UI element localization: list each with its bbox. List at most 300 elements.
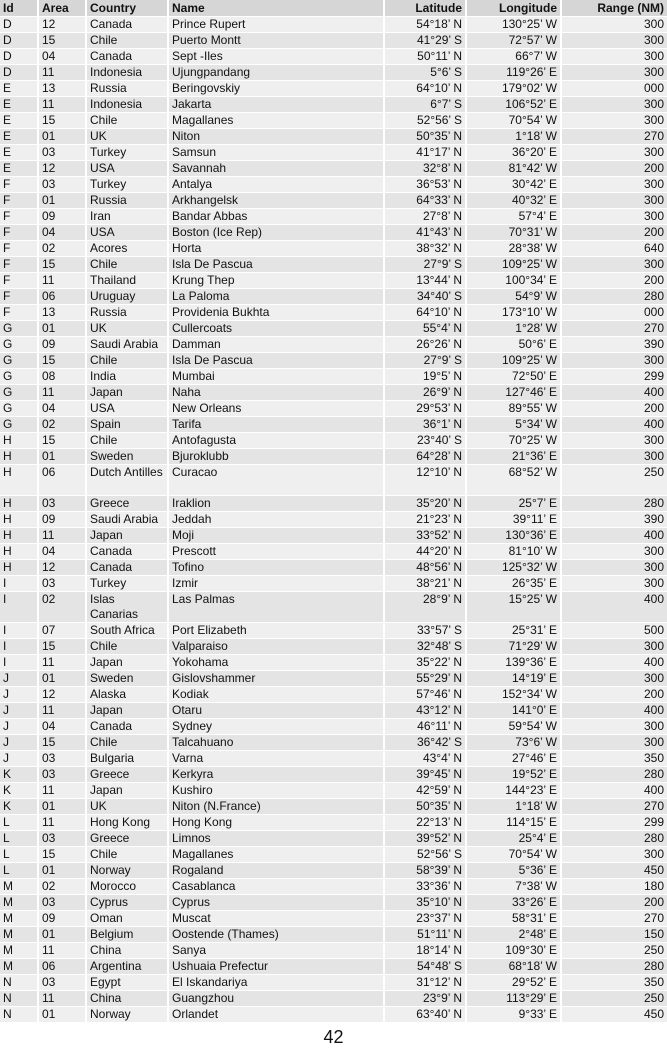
cell-latitude: 22°13’ N xyxy=(384,815,466,831)
cell-name: Tofino xyxy=(168,560,384,576)
cell-name: Savannah xyxy=(168,161,384,177)
table-row xyxy=(0,863,667,879)
cell-country: Egypt xyxy=(86,975,168,991)
cell-name: Limnos xyxy=(168,831,384,847)
cell-longitude: 73°6’ W xyxy=(466,735,561,751)
cell-latitude: 23°9’ N xyxy=(384,991,466,1007)
cell-id: G xyxy=(0,369,38,385)
cell-id: F xyxy=(0,241,38,257)
cell-latitude: 41°17’ N xyxy=(384,145,466,161)
header-country: Country xyxy=(86,0,168,17)
cell-latitude: 23°40’ S xyxy=(384,433,466,449)
table-row xyxy=(0,1007,667,1023)
cell-id: D xyxy=(0,17,38,33)
cell-id: H xyxy=(0,465,38,496)
cell-longitude: 1°18’ W xyxy=(466,799,561,815)
cell-range: 300 xyxy=(561,193,667,209)
cell-latitude: 64°10’ N xyxy=(384,305,466,321)
cell-id: M xyxy=(0,895,38,911)
cell-latitude: 44°20’ N xyxy=(384,544,466,560)
cell-range: 300 xyxy=(561,576,667,592)
cell-name: Bjuroklubb xyxy=(168,449,384,465)
cell-name: Providenia Bukhta xyxy=(168,305,384,321)
cell-area: 11 xyxy=(38,991,86,1007)
cell-id: D xyxy=(0,49,38,65)
table-row xyxy=(0,767,667,783)
cell-id: N xyxy=(0,975,38,991)
cell-area: 03 xyxy=(38,496,86,512)
cell-range: 299 xyxy=(561,369,667,385)
cell-longitude: 141°0’ E xyxy=(466,703,561,719)
table-row xyxy=(0,991,667,1007)
cell-latitude: 57°46’ N xyxy=(384,687,466,703)
table-row xyxy=(0,847,667,863)
cell-id: F xyxy=(0,177,38,193)
cell-longitude: 81°10’ W xyxy=(466,544,561,560)
cell-latitude: 51°11’ N xyxy=(384,927,466,943)
table-row xyxy=(0,337,667,353)
cell-latitude: 46°11’ N xyxy=(384,719,466,735)
cell-area: 15 xyxy=(38,639,86,655)
table-row xyxy=(0,815,667,831)
cell-country: Saudi Arabia xyxy=(86,512,168,528)
cell-id: I xyxy=(0,592,38,623)
cell-area: 06 xyxy=(38,465,86,496)
cell-longitude: 25°7’ E xyxy=(466,496,561,512)
table-row xyxy=(0,49,667,65)
cell-range: 300 xyxy=(561,145,667,161)
cell-id: M xyxy=(0,911,38,927)
cell-name: Boston (Ice Rep) xyxy=(168,225,384,241)
cell-latitude: 43°12’ N xyxy=(384,703,466,719)
table-row xyxy=(0,209,667,225)
cell-range: 390 xyxy=(561,337,667,353)
cell-longitude: 106°52’ E xyxy=(466,97,561,113)
cell-longitude: 30°42’ E xyxy=(466,177,561,193)
table-row xyxy=(0,671,667,687)
cell-name: Niton (N.France) xyxy=(168,799,384,815)
cell-country: UK xyxy=(86,799,168,815)
cell-latitude: 29°53’ N xyxy=(384,401,466,417)
cell-country: China xyxy=(86,943,168,959)
cell-range: 280 xyxy=(561,959,667,975)
cell-id: H xyxy=(0,528,38,544)
cell-name: Sept -Iles xyxy=(168,49,384,65)
cell-latitude: 36°53’ N xyxy=(384,177,466,193)
cell-id: G xyxy=(0,417,38,433)
cell-area: 11 xyxy=(38,385,86,401)
cell-area: 15 xyxy=(38,353,86,369)
cell-longitude: 66°7’ W xyxy=(466,49,561,65)
cell-latitude: 52°56’ S xyxy=(384,113,466,129)
table-row xyxy=(0,512,667,528)
cell-country: Sweden xyxy=(86,449,168,465)
cell-name: Kushiro xyxy=(168,783,384,799)
cell-name: Casablanca xyxy=(168,879,384,895)
table-body xyxy=(0,17,667,1023)
cell-longitude: 36°20’ E xyxy=(466,145,561,161)
cell-name: Damman xyxy=(168,337,384,353)
cell-area: 09 xyxy=(38,911,86,927)
cell-area: 08 xyxy=(38,369,86,385)
table-row xyxy=(0,911,667,927)
cell-country: Chile xyxy=(86,433,168,449)
cell-longitude: 25°4’ E xyxy=(466,831,561,847)
cell-country: Russia xyxy=(86,81,168,97)
cell-longitude: 26°35’ E xyxy=(466,576,561,592)
cell-country: Chile xyxy=(86,353,168,369)
cell-latitude: 35°22’ N xyxy=(384,655,466,671)
cell-longitude: 70°54’ W xyxy=(466,847,561,863)
cell-area: 11 xyxy=(38,655,86,671)
cell-id: J xyxy=(0,671,38,687)
cell-latitude: 27°9’ S xyxy=(384,353,466,369)
cell-latitude: 31°12’ N xyxy=(384,975,466,991)
cell-name: Yokohama xyxy=(168,655,384,671)
header-longitude: Longitude xyxy=(466,0,561,17)
cell-range: 180 xyxy=(561,879,667,895)
table-row xyxy=(0,193,667,209)
cell-latitude: 28°9’ N xyxy=(384,592,466,623)
cell-longitude: 68°18’ W xyxy=(466,959,561,975)
cell-latitude: 26°9’ N xyxy=(384,385,466,401)
cell-name: Orlandet xyxy=(168,1007,384,1023)
cell-range: 400 xyxy=(561,783,667,799)
cell-country: USA xyxy=(86,161,168,177)
table-row xyxy=(0,449,667,465)
cell-range: 350 xyxy=(561,751,667,767)
cell-longitude: 179°02’ W xyxy=(466,81,561,97)
cell-range: 000 xyxy=(561,81,667,97)
cell-id: J xyxy=(0,703,38,719)
cell-id: J xyxy=(0,687,38,703)
cell-area: 13 xyxy=(38,81,86,97)
cell-id: F xyxy=(0,193,38,209)
table-row xyxy=(0,735,667,751)
cell-id: F xyxy=(0,289,38,305)
cell-name: Hong Kong xyxy=(168,815,384,831)
cell-country: Bulgaria xyxy=(86,751,168,767)
cell-id: D xyxy=(0,33,38,49)
table-row xyxy=(0,687,667,703)
cell-country: Greece xyxy=(86,767,168,783)
table-row xyxy=(0,528,667,544)
cell-country: USA xyxy=(86,401,168,417)
cell-range: 450 xyxy=(561,863,667,879)
cell-latitude: 39°52’ N xyxy=(384,831,466,847)
cell-latitude: 54°18’ N xyxy=(384,17,466,33)
cell-country: Saudi Arabia xyxy=(86,337,168,353)
table-row xyxy=(0,145,667,161)
table-header-row xyxy=(0,0,667,17)
cell-latitude: 35°10’ N xyxy=(384,895,466,911)
cell-id: F xyxy=(0,273,38,289)
cell-name: Varna xyxy=(168,751,384,767)
cell-country: Norway xyxy=(86,863,168,879)
cell-country: UK xyxy=(86,129,168,145)
cell-name: Port Elizabeth xyxy=(168,623,384,639)
cell-area: 02 xyxy=(38,879,86,895)
cell-id: E xyxy=(0,81,38,97)
cell-range: 350 xyxy=(561,975,667,991)
cell-area: 11 xyxy=(38,273,86,289)
cell-country: Iran xyxy=(86,209,168,225)
cell-area: 06 xyxy=(38,289,86,305)
cell-id: I xyxy=(0,623,38,639)
cell-area: 04 xyxy=(38,719,86,735)
cell-area: 09 xyxy=(38,512,86,528)
cell-latitude: 41°29’ S xyxy=(384,33,466,49)
table-row xyxy=(0,177,667,193)
cell-latitude: 42°59’ N xyxy=(384,783,466,799)
cell-longitude: 72°57’ W xyxy=(466,33,561,49)
cell-range: 300 xyxy=(561,177,667,193)
cell-longitude: 57°4’ E xyxy=(466,209,561,225)
cell-area: 11 xyxy=(38,943,86,959)
cell-name: Prescott xyxy=(168,544,384,560)
cell-name: Valparaiso xyxy=(168,639,384,655)
cell-range: 200 xyxy=(561,273,667,289)
cell-range: 450 xyxy=(561,1007,667,1023)
cell-id: J xyxy=(0,735,38,751)
cell-country: Norway xyxy=(86,1007,168,1023)
cell-name: Iraklion xyxy=(168,496,384,512)
table-row xyxy=(0,33,667,49)
cell-longitude: 71°29’ W xyxy=(466,639,561,655)
cell-longitude: 139°36’ E xyxy=(466,655,561,671)
cell-area: 09 xyxy=(38,337,86,353)
cell-name: Tarifa xyxy=(168,417,384,433)
cell-longitude: 119°26’ E xyxy=(466,65,561,81)
cell-range: 300 xyxy=(561,449,667,465)
cell-name: Moji xyxy=(168,528,384,544)
cell-name: New Orleans xyxy=(168,401,384,417)
cell-latitude: 26°26’ N xyxy=(384,337,466,353)
cell-longitude: 130°36’ E xyxy=(466,528,561,544)
table-row xyxy=(0,799,667,815)
cell-area: 02 xyxy=(38,241,86,257)
cell-longitude: 33°26’ E xyxy=(466,895,561,911)
table-row xyxy=(0,496,667,512)
cell-latitude: 27°9’ S xyxy=(384,257,466,273)
cell-longitude: 114°15’ E xyxy=(466,815,561,831)
header-id: Id xyxy=(0,0,38,17)
cell-id: K xyxy=(0,783,38,799)
cell-id: G xyxy=(0,353,38,369)
cell-id: F xyxy=(0,225,38,241)
cell-country: Sweden xyxy=(86,671,168,687)
table-row xyxy=(0,321,667,337)
table-row xyxy=(0,895,667,911)
table-row xyxy=(0,592,667,623)
cell-country: Turkey xyxy=(86,177,168,193)
cell-country: Japan xyxy=(86,783,168,799)
cell-country: Russia xyxy=(86,305,168,321)
cell-longitude: 89°55’ W xyxy=(466,401,561,417)
cell-longitude: 130°25’ W xyxy=(466,17,561,33)
table-row xyxy=(0,943,667,959)
cell-name: Talcahuano xyxy=(168,735,384,751)
cell-id: E xyxy=(0,161,38,177)
header-name: Name xyxy=(168,0,384,17)
cell-range: 300 xyxy=(561,735,667,751)
cell-country: Chile xyxy=(86,113,168,129)
cell-range: 200 xyxy=(561,401,667,417)
cell-latitude: 13°44’ N xyxy=(384,273,466,289)
cell-range: 280 xyxy=(561,831,667,847)
cell-area: 04 xyxy=(38,49,86,65)
cell-name: Sanya xyxy=(168,943,384,959)
cell-area: 11 xyxy=(38,703,86,719)
cell-latitude: 50°35’ N xyxy=(384,129,466,145)
cell-country: South Africa xyxy=(86,623,168,639)
cell-area: 11 xyxy=(38,65,86,81)
cell-latitude: 58°39’ N xyxy=(384,863,466,879)
cell-longitude: 152°34’ W xyxy=(466,687,561,703)
cell-name: Curacao xyxy=(168,465,384,496)
cell-name: Izmir xyxy=(168,576,384,592)
cell-range: 300 xyxy=(561,97,667,113)
cell-longitude: 113°29’ E xyxy=(466,991,561,1007)
cell-range: 300 xyxy=(561,209,667,225)
cell-range: 400 xyxy=(561,703,667,719)
cell-range: 280 xyxy=(561,767,667,783)
header-range: Range (NM) xyxy=(561,0,667,17)
table-row xyxy=(0,305,667,321)
cell-latitude: 36°42’ S xyxy=(384,735,466,751)
cell-range: 299 xyxy=(561,815,667,831)
table-row xyxy=(0,369,667,385)
table-row xyxy=(0,385,667,401)
cell-id: N xyxy=(0,1007,38,1023)
cell-country: Acores xyxy=(86,241,168,257)
cell-id: H xyxy=(0,560,38,576)
cell-area: 06 xyxy=(38,959,86,975)
cell-range: 200 xyxy=(561,225,667,241)
table-row xyxy=(0,831,667,847)
cell-longitude: 14°19’ E xyxy=(466,671,561,687)
cell-name: Ujungpandang xyxy=(168,65,384,81)
cell-longitude: 25°31’ E xyxy=(466,623,561,639)
cell-id: L xyxy=(0,815,38,831)
cell-area: 09 xyxy=(38,209,86,225)
cell-longitude: 59°54’ W xyxy=(466,719,561,735)
cell-range: 300 xyxy=(561,847,667,863)
cell-country: Chile xyxy=(86,257,168,273)
cell-latitude: 5°6’ S xyxy=(384,65,466,81)
cell-name: Gislovshammer xyxy=(168,671,384,687)
cell-name: Jeddah xyxy=(168,512,384,528)
cell-id: F xyxy=(0,209,38,225)
cell-range: 640 xyxy=(561,241,667,257)
cell-id: M xyxy=(0,927,38,943)
cell-latitude: 19°5’ N xyxy=(384,369,466,385)
cell-longitude: 58°31’ E xyxy=(466,911,561,927)
cell-latitude: 52°56’ S xyxy=(384,847,466,863)
cell-longitude: 27°46’ E xyxy=(466,751,561,767)
cell-area: 11 xyxy=(38,97,86,113)
cell-longitude: 125°32’ W xyxy=(466,560,561,576)
cell-id: J xyxy=(0,751,38,767)
cell-name: Prince Rupert xyxy=(168,17,384,33)
cell-name: Puerto Montt xyxy=(168,33,384,49)
table-row xyxy=(0,465,667,496)
cell-name: Niton xyxy=(168,129,384,145)
table-row xyxy=(0,544,667,560)
cell-longitude: 9°33’ E xyxy=(466,1007,561,1023)
cell-latitude: 23°37’ N xyxy=(384,911,466,927)
cell-range: 250 xyxy=(561,465,667,496)
table-row xyxy=(0,783,667,799)
cell-name: La Paloma xyxy=(168,289,384,305)
cell-area: 03 xyxy=(38,751,86,767)
cell-area: 12 xyxy=(38,560,86,576)
cell-longitude: 127°46’ E xyxy=(466,385,561,401)
cell-area: 04 xyxy=(38,544,86,560)
cell-country: Spain xyxy=(86,417,168,433)
cell-country: Russia xyxy=(86,193,168,209)
cell-area: 03 xyxy=(38,975,86,991)
cell-country: Chile xyxy=(86,639,168,655)
cell-latitude: 35°20’ N xyxy=(384,496,466,512)
cell-name: Beringovskiy xyxy=(168,81,384,97)
cell-area: 03 xyxy=(38,895,86,911)
table-row xyxy=(0,560,667,576)
cell-latitude: 48°56’ N xyxy=(384,560,466,576)
table-row xyxy=(0,879,667,895)
cell-longitude: 50°6’ E xyxy=(466,337,561,353)
cell-name: Cullercoats xyxy=(168,321,384,337)
cell-longitude: 70°25’ W xyxy=(466,433,561,449)
cell-area: 03 xyxy=(38,767,86,783)
cell-name: Bandar Abbas xyxy=(168,209,384,225)
cell-range: 270 xyxy=(561,799,667,815)
cell-range: 200 xyxy=(561,161,667,177)
table-row xyxy=(0,576,667,592)
cell-longitude: 70°31’ W xyxy=(466,225,561,241)
cell-name: Naha xyxy=(168,385,384,401)
cell-id: E xyxy=(0,113,38,129)
cell-latitude: 38°21’ N xyxy=(384,576,466,592)
cell-latitude: 41°43’ N xyxy=(384,225,466,241)
cell-range: 300 xyxy=(561,639,667,655)
cell-longitude: 7°38’ W xyxy=(466,879,561,895)
cell-longitude: 70°54’ W xyxy=(466,113,561,129)
cell-id: G xyxy=(0,337,38,353)
cell-longitude: 72°50’ E xyxy=(466,369,561,385)
cell-longitude: 109°30’ E xyxy=(466,943,561,959)
table-row xyxy=(0,129,667,145)
cell-area: 02 xyxy=(38,417,86,433)
cell-range: 300 xyxy=(561,560,667,576)
cell-area: 01 xyxy=(38,863,86,879)
cell-country: Indonesia xyxy=(86,97,168,113)
page-number: 42 xyxy=(323,1027,344,1047)
cell-latitude: 36°1’ N xyxy=(384,417,466,433)
cell-range: 300 xyxy=(561,671,667,687)
cell-name: Ushuaia Prefectur xyxy=(168,959,384,975)
cell-range: 300 xyxy=(561,433,667,449)
cell-country: Canada xyxy=(86,719,168,735)
cell-longitude: 29°52’ E xyxy=(466,975,561,991)
cell-id: I xyxy=(0,639,38,655)
cell-name: Magallanes xyxy=(168,113,384,129)
cell-area: 01 xyxy=(38,449,86,465)
cell-country: Uruguay xyxy=(86,289,168,305)
cell-range: 270 xyxy=(561,911,667,927)
cell-longitude: 54°9’ W xyxy=(466,289,561,305)
cell-latitude: 33°52’ N xyxy=(384,528,466,544)
